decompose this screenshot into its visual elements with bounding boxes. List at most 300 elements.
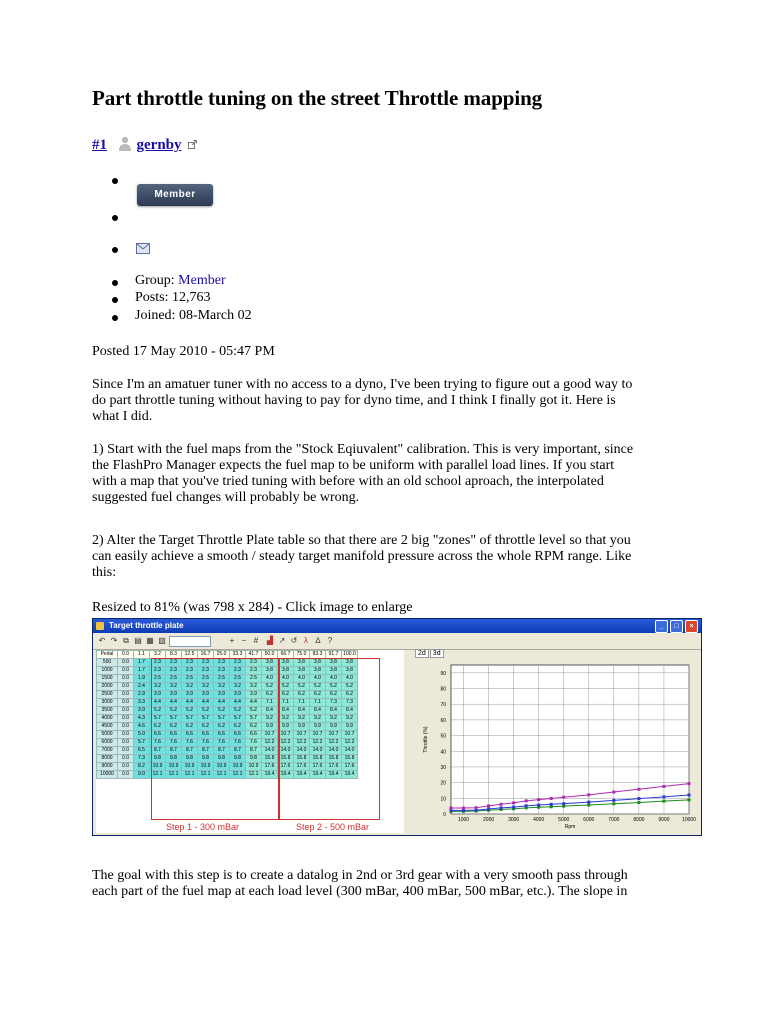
- data-point: [462, 807, 465, 810]
- table-cell[interactable]: 12.1: [198, 771, 214, 779]
- table-cell[interactable]: 8.2: [134, 763, 150, 771]
- table-cell[interactable]: 10000: [97, 771, 118, 779]
- table-cell[interactable]: 5.2: [182, 707, 198, 715]
- list-bullet: [112, 247, 118, 253]
- table-cell[interactable]: 1.9: [134, 675, 150, 683]
- table-cell[interactable]: 3.9: [214, 691, 230, 699]
- table-cell[interactable]: 10.7: [310, 731, 326, 739]
- table-cell[interactable]: 8.4: [326, 707, 342, 715]
- table-cell[interactable]: 7.6: [230, 739, 246, 747]
- table-cell[interactable]: 6.2: [182, 723, 198, 731]
- table-cell[interactable]: 4.0: [342, 675, 358, 683]
- screenshot-image[interactable]: [92, 618, 702, 836]
- table-cell[interactable]: 2.3: [214, 659, 230, 667]
- zone-2-box: [278, 658, 380, 820]
- table-cell[interactable]: 14.0: [262, 747, 278, 755]
- table-cell[interactable]: 9.8: [198, 755, 214, 763]
- table-cell[interactable]: 9.9: [294, 723, 310, 731]
- table-cell[interactable]: 4.4: [182, 699, 198, 707]
- table-cell[interactable]: 8.7: [150, 747, 166, 755]
- table-cell[interactable]: 7.6: [198, 739, 214, 747]
- group-value-link[interactable]: Member: [178, 273, 226, 288]
- table-cell[interactable]: 2.3: [150, 667, 166, 675]
- paragraph-1-line-3: what I did.: [92, 409, 153, 424]
- table-cell[interactable]: 2.3: [198, 659, 214, 667]
- table-cell[interactable]: 6.2: [166, 723, 182, 731]
- table-cell[interactable]: 2.5: [246, 675, 262, 683]
- table-cell[interactable]: 8000: [97, 755, 118, 763]
- table-cell[interactable]: 3.8: [262, 667, 278, 675]
- table-cell[interactable]: 12.1: [214, 771, 230, 779]
- table-cell[interactable]: 4.4: [214, 699, 230, 707]
- table-cell[interactable]: 9.2: [310, 715, 326, 723]
- table-cell[interactable]: 19.4: [310, 771, 326, 779]
- y-tick-label: 80: [440, 686, 446, 693]
- table-cell[interactable]: 6.2: [262, 691, 278, 699]
- table-cell[interactable]: 3.2: [214, 683, 230, 691]
- table-cell[interactable]: 3.8: [326, 667, 342, 675]
- table-cell[interactable]: 6000: [97, 739, 118, 747]
- table-cell[interactable]: 15.8: [310, 755, 326, 763]
- table-cell[interactable]: 12.1: [166, 771, 182, 779]
- table-cell[interactable]: 5.7: [246, 715, 262, 723]
- data-point: [612, 799, 615, 802]
- table-cell[interactable]: 0.0: [118, 667, 134, 675]
- table-cell[interactable]: 2.3: [182, 659, 198, 667]
- table-cell[interactable]: 2.3: [230, 667, 246, 675]
- table-cell[interactable]: 3.8: [294, 667, 310, 675]
- table-cell[interactable]: 12.1: [182, 771, 198, 779]
- table-cell[interactable]: 3.9: [230, 691, 246, 699]
- table-cell[interactable]: 4.4: [166, 699, 182, 707]
- data-point: [688, 794, 691, 797]
- table-cell[interactable]: 17.6: [326, 763, 342, 771]
- table-cell[interactable]: 19.4: [278, 771, 294, 779]
- table-cell[interactable]: 6.6: [230, 731, 246, 739]
- table-cell[interactable]: 10.7: [294, 731, 310, 739]
- table-cell[interactable]: 5.7: [214, 715, 230, 723]
- list-bullet: [112, 215, 118, 221]
- data-point: [475, 806, 478, 809]
- table-cell[interactable]: 6.2: [294, 691, 310, 699]
- table-cell[interactable]: 10.7: [262, 731, 278, 739]
- table-cell[interactable]: 12.1: [246, 771, 262, 779]
- table-cell[interactable]: 6.2: [342, 691, 358, 699]
- x-tick-label: 5000: [558, 817, 570, 823]
- copy-icon[interactable]: ⧉: [123, 636, 129, 645]
- table-cell[interactable]: 0.0: [118, 771, 134, 779]
- table-cell[interactable]: 0.0: [118, 715, 134, 723]
- table-cell[interactable]: 10.9: [246, 763, 262, 771]
- table-cell[interactable]: 3.8: [294, 659, 310, 667]
- table-cell[interactable]: 1500: [97, 675, 118, 683]
- table-cell[interactable]: 15.8: [294, 755, 310, 763]
- table-cell[interactable]: 4.0: [294, 675, 310, 683]
- table-cell[interactable]: 6.6: [166, 731, 182, 739]
- list-bullet: [112, 280, 118, 286]
- table-cell[interactable]: 8.7: [214, 747, 230, 755]
- table-cell[interactable]: 5.7: [230, 715, 246, 723]
- table-cell[interactable]: 6.6: [198, 731, 214, 739]
- paste-icon[interactable]: ▤: [134, 636, 142, 645]
- table-cell[interactable]: 9.9: [310, 723, 326, 731]
- table-cell[interactable]: 0.0: [118, 683, 134, 691]
- table-cell[interactable]: 3.3: [134, 699, 150, 707]
- paragraph-1-line-1: Since I'm an amatuer tuner with no access to a dyno, I've been trying to figure out a good way to: [92, 377, 633, 392]
- external-link-icon[interactable]: [188, 140, 197, 149]
- y-tick-label: 60: [440, 717, 446, 724]
- table-cell[interactable]: 2.3: [198, 667, 214, 675]
- table-cell[interactable]: 5000: [97, 731, 118, 739]
- x-tick-label: 2000: [483, 817, 495, 823]
- table-cell[interactable]: 3.2: [198, 683, 214, 691]
- table-cell[interactable]: 8.4: [294, 707, 310, 715]
- table-cell[interactable]: 7.3: [134, 755, 150, 763]
- data-point: [487, 804, 490, 807]
- table-cell[interactable]: 6.2: [326, 691, 342, 699]
- table-cell[interactable]: 8.4: [262, 707, 278, 715]
- table-cell[interactable]: 9.8: [150, 755, 166, 763]
- table-cell[interactable]: 1000: [97, 667, 118, 675]
- x-tick-label: 6000: [583, 817, 595, 823]
- table-cell[interactable]: 2.9: [134, 691, 150, 699]
- table-cell[interactable]: 9.9: [278, 723, 294, 731]
- table-cell[interactable]: 7.1: [310, 699, 326, 707]
- table-cell[interactable]: 14.0: [342, 747, 358, 755]
- y-tick-label: 50: [440, 733, 446, 740]
- table-cell[interactable]: 19.4: [294, 771, 310, 779]
- data-point: [587, 793, 590, 796]
- table-cell[interactable]: 9000: [97, 763, 118, 771]
- table-cell[interactable]: 17.6: [262, 763, 278, 771]
- zone-1-box: [151, 658, 280, 820]
- help-icon[interactable]: ?: [327, 636, 333, 645]
- table-cell[interactable]: 2.5: [182, 675, 198, 683]
- table-cell[interactable]: 2.5: [230, 675, 246, 683]
- table-cell[interactable]: 3.2: [246, 683, 262, 691]
- decrease-icon[interactable]: −: [241, 636, 247, 645]
- compare-icon[interactable]: ∆: [315, 636, 321, 645]
- table-cell[interactable]: 0.0: [118, 675, 134, 683]
- table-cell[interactable]: 5.7: [198, 715, 214, 723]
- table-cell[interactable]: 2.3: [166, 667, 182, 675]
- table-cell[interactable]: 9.0: [134, 771, 150, 779]
- table-cell[interactable]: 3.8: [310, 659, 326, 667]
- table-cell[interactable]: 9.9: [342, 723, 358, 731]
- interpolate-icon[interactable]: ↗: [278, 636, 286, 645]
- table-cell[interactable]: 8.7: [246, 747, 262, 755]
- table-cell[interactable]: 3.8: [262, 659, 278, 667]
- table-cell[interactable]: 8.4: [310, 707, 326, 715]
- table-cell[interactable]: 17.6: [294, 763, 310, 771]
- x-tick-label: 1000: [457, 817, 470, 823]
- table-cell[interactable]: 6.2: [214, 723, 230, 731]
- table-cell[interactable]: 1.7: [134, 667, 150, 675]
- table-cell[interactable]: 9.2: [326, 715, 342, 723]
- table-cell[interactable]: 2.5: [198, 675, 214, 683]
- table-cell[interactable]: 3.8: [326, 659, 342, 667]
- table-cell[interactable]: 9.2: [278, 715, 294, 723]
- table-cell[interactable]: 2.3: [150, 659, 166, 667]
- table-cell[interactable]: 12.2: [310, 739, 326, 747]
- table-cell[interactable]: 17.6: [310, 763, 326, 771]
- step-2-label: Step 2 - 500 mBar: [296, 822, 370, 832]
- table-cell[interactable]: 7.6: [166, 739, 182, 747]
- table-cell[interactable]: 9.2: [262, 715, 278, 723]
- table-cell[interactable]: 17.6: [278, 763, 294, 771]
- table-cell[interactable]: 5.2: [294, 683, 310, 691]
- table-cell[interactable]: 5.2: [342, 683, 358, 691]
- table-cell[interactable]: 0.0: [118, 739, 134, 747]
- table-cell[interactable]: 5.7: [166, 715, 182, 723]
- table-cell[interactable]: 14.0: [278, 747, 294, 755]
- equals-icon[interactable]: #: [253, 636, 259, 645]
- fill-icon[interactable]: ▧: [158, 636, 166, 645]
- table-cell[interactable]: 3.2: [230, 683, 246, 691]
- table-cell[interactable]: 2.5: [214, 675, 230, 683]
- table-cell[interactable]: 4.0: [262, 675, 278, 683]
- table-cell[interactable]: 5.2: [198, 707, 214, 715]
- table-cell[interactable]: 7000: [97, 747, 118, 755]
- table-cell[interactable]: 6.5: [134, 747, 150, 755]
- table-cell[interactable]: 9.8: [230, 755, 246, 763]
- table-cell[interactable]: 5.2: [246, 707, 262, 715]
- table-cell[interactable]: 3.9: [182, 691, 198, 699]
- table-cell[interactable]: 14.0: [310, 747, 326, 755]
- minimize-icon[interactable]: _: [655, 620, 668, 633]
- table-cell[interactable]: 8.7: [198, 747, 214, 755]
- table-cell[interactable]: 12.2: [262, 739, 278, 747]
- table-cell[interactable]: 2.3: [214, 667, 230, 675]
- table-cell[interactable]: 9.8: [246, 755, 262, 763]
- table-cell[interactable]: 0.0: [118, 707, 134, 715]
- table-cell[interactable]: 7.1: [262, 699, 278, 707]
- table-cell[interactable]: 5.2: [310, 683, 326, 691]
- table-cell[interactable]: 15.8: [342, 755, 358, 763]
- table-cell[interactable]: 10.9: [166, 763, 182, 771]
- tab-3d[interactable]: 3d: [430, 649, 444, 658]
- table-cell[interactable]: 19.4: [262, 771, 278, 779]
- table-cell[interactable]: 2.4: [134, 683, 150, 691]
- table-cell[interactable]: 12.2: [342, 739, 358, 747]
- table-cell[interactable]: 0.0: [118, 691, 134, 699]
- table-cell[interactable]: 5.2: [326, 683, 342, 691]
- table-cell[interactable]: 5.2: [278, 683, 294, 691]
- table-cell[interactable]: 5.7: [182, 715, 198, 723]
- data-point: [512, 806, 515, 809]
- table-cell[interactable]: 3.2: [182, 683, 198, 691]
- data-point: [525, 799, 528, 802]
- redo-icon[interactable]: ↷: [110, 636, 118, 645]
- author-link[interactable]: gernby: [136, 137, 182, 153]
- table-cell[interactable]: 7.1: [278, 699, 294, 707]
- table-cell[interactable]: 0.0: [118, 659, 134, 667]
- envelope-icon[interactable]: [135, 240, 151, 256]
- paragraph-3-line-1: 2) Alter the Target Throttle Plate table so that there are 2 big "zones" of throttle level so that you: [92, 533, 631, 548]
- table-cell[interactable]: 4000: [97, 715, 118, 723]
- table-cell[interactable]: 3.2: [166, 683, 182, 691]
- table-cell[interactable]: 3.8: [342, 667, 358, 675]
- y-tick-label: 40: [440, 749, 446, 756]
- table-cell[interactable]: 3.8: [310, 667, 326, 675]
- table-header-cell: 0.0: [118, 651, 134, 659]
- table-cell[interactable]: 3.9: [134, 707, 150, 715]
- tab-2d[interactable]: 2d: [415, 649, 429, 658]
- table-cell[interactable]: 12.1: [230, 771, 246, 779]
- table-cell[interactable]: 12.2: [278, 739, 294, 747]
- table-cell[interactable]: 2500: [97, 691, 118, 699]
- table-cell[interactable]: 8.7: [182, 747, 198, 755]
- table-cell[interactable]: 9.9: [262, 723, 278, 731]
- table-cell[interactable]: 1.7: [134, 659, 150, 667]
- table-cell[interactable]: 12.1: [150, 771, 166, 779]
- table-cell[interactable]: 2.5: [166, 675, 182, 683]
- x-tick-label: 7000: [608, 817, 620, 823]
- table-cell[interactable]: 5.7: [134, 739, 150, 747]
- table-cell[interactable]: 14.0: [294, 747, 310, 755]
- table-cell[interactable]: 6.2: [278, 691, 294, 699]
- value-input[interactable]: [169, 636, 211, 647]
- table-cell[interactable]: 10.7: [342, 731, 358, 739]
- table-cell[interactable]: 10.9: [150, 763, 166, 771]
- table-cell[interactable]: 4.4: [230, 699, 246, 707]
- table-cell[interactable]: 15.8: [278, 755, 294, 763]
- table-cell[interactable]: 10.7: [278, 731, 294, 739]
- table-cell[interactable]: 15.8: [326, 755, 342, 763]
- table-cell[interactable]: 6.6: [182, 731, 198, 739]
- posted-date: Posted 17 May 2010 - 05:47 PM: [92, 344, 275, 359]
- table-cell[interactable]: 5.2: [214, 707, 230, 715]
- table-cell[interactable]: 0.0: [118, 763, 134, 771]
- table-cell[interactable]: 17.6: [342, 763, 358, 771]
- table-cell[interactable]: 3.9: [246, 691, 262, 699]
- table-cell[interactable]: 4.0: [310, 675, 326, 683]
- table-cell[interactable]: 500: [97, 659, 118, 667]
- table-cell[interactable]: 7.6: [182, 739, 198, 747]
- table-cell[interactable]: 5.0: [134, 731, 150, 739]
- table-cell[interactable]: 5.2: [262, 683, 278, 691]
- table-cell[interactable]: 3.8: [278, 667, 294, 675]
- table-cell[interactable]: 4.6: [134, 723, 150, 731]
- table-cell[interactable]: 2.3: [230, 659, 246, 667]
- table-cell[interactable]: 8.4: [342, 707, 358, 715]
- table-cell[interactable]: 10.9: [214, 763, 230, 771]
- table-cell[interactable]: 7.3: [326, 699, 342, 707]
- table-cell[interactable]: 9.2: [342, 715, 358, 723]
- table-cell[interactable]: 3.8: [278, 659, 294, 667]
- table-cell[interactable]: 4.3: [134, 715, 150, 723]
- table-cell[interactable]: 3.2: [150, 683, 166, 691]
- scale-icon[interactable]: ▟: [266, 636, 274, 645]
- table-cell[interactable]: 3.9: [166, 691, 182, 699]
- data-point: [487, 807, 490, 810]
- table-cell[interactable]: 0.0: [118, 723, 134, 731]
- y-tick-label: 0: [443, 812, 446, 818]
- smooth-icon[interactable]: ↺: [290, 636, 298, 645]
- table-cell[interactable]: 0.0: [118, 731, 134, 739]
- table-cell[interactable]: 9.2: [294, 715, 310, 723]
- table-cell[interactable]: 3.8: [342, 659, 358, 667]
- table-cell[interactable]: 7.1: [294, 699, 310, 707]
- table-cell[interactable]: 3500: [97, 707, 118, 715]
- table-cell[interactable]: 3.9: [198, 691, 214, 699]
- table-cell[interactable]: 7.6: [214, 739, 230, 747]
- table-cell[interactable]: 9.9: [326, 723, 342, 731]
- table-cell[interactable]: 10.9: [198, 763, 214, 771]
- table-cell[interactable]: 19.4: [342, 771, 358, 779]
- table-cell[interactable]: 0.0: [118, 747, 134, 755]
- table-cell[interactable]: 9.8: [166, 755, 182, 763]
- table-cell[interactable]: 9.8: [214, 755, 230, 763]
- table-cell[interactable]: 2.3: [246, 667, 262, 675]
- table-cell[interactable]: 4.0: [278, 675, 294, 683]
- table-cell[interactable]: 8.7: [166, 747, 182, 755]
- table-cell[interactable]: 12.2: [326, 739, 342, 747]
- table-cell[interactable]: 8.4: [278, 707, 294, 715]
- lambda-icon[interactable]: λ: [304, 636, 308, 645]
- maximize-icon[interactable]: □: [670, 620, 683, 633]
- table-cell[interactable]: 7.6: [150, 739, 166, 747]
- table-cell[interactable]: 15.8: [262, 755, 278, 763]
- table-cell[interactable]: 0.0: [118, 755, 134, 763]
- table-cell[interactable]: 4.4: [150, 699, 166, 707]
- table-cell[interactable]: 6.2: [150, 723, 166, 731]
- table-cell[interactable]: 6.6: [246, 731, 262, 739]
- table-cell[interactable]: 4.0: [326, 675, 342, 683]
- post-number-link[interactable]: #1: [92, 137, 107, 153]
- table-cell[interactable]: 4.4: [198, 699, 214, 707]
- table-cell[interactable]: 6.6: [214, 731, 230, 739]
- table-cell[interactable]: 10.9: [182, 763, 198, 771]
- table-cell[interactable]: 5.2: [150, 707, 166, 715]
- table-cell[interactable]: 3000: [97, 699, 118, 707]
- table-cell[interactable]: 6.2: [198, 723, 214, 731]
- table-cell[interactable]: 19.4: [326, 771, 342, 779]
- table-cell[interactable]: 6.2: [230, 723, 246, 731]
- x-tick-label: 10000: [682, 817, 696, 823]
- table-cell[interactable]: 7.3: [342, 699, 358, 707]
- list-bullet: [112, 178, 118, 184]
- table-cell[interactable]: 2000: [97, 683, 118, 691]
- table-cell[interactable]: 6.6: [150, 731, 166, 739]
- table-cell[interactable]: 2.3: [182, 667, 198, 675]
- table-cell[interactable]: 6.2: [246, 723, 262, 731]
- undo-icon[interactable]: ↶: [98, 636, 106, 645]
- table-cell[interactable]: 3.9: [150, 691, 166, 699]
- select-icon[interactable]: ▦: [146, 636, 154, 645]
- table-cell[interactable]: 9.8: [182, 755, 198, 763]
- table-cell[interactable]: 12.2: [294, 739, 310, 747]
- table-cell[interactable]: 0.0: [118, 699, 134, 707]
- table-cell[interactable]: 14.0: [326, 747, 342, 755]
- paragraph-2-line-4: suggested fuel changes will probably be wrong.: [92, 490, 360, 505]
- table-cell[interactable]: 5.2: [166, 707, 182, 715]
- table-cell[interactable]: 10.7: [326, 731, 342, 739]
- table-cell[interactable]: 5.2: [230, 707, 246, 715]
- table-cell[interactable]: 4500: [97, 723, 118, 731]
- table-cell[interactable]: 2.5: [150, 675, 166, 683]
- close-icon[interactable]: ×: [685, 620, 698, 633]
- table-cell[interactable]: 6.2: [310, 691, 326, 699]
- table-cell[interactable]: 10.9: [230, 763, 246, 771]
- increase-icon[interactable]: +: [229, 636, 235, 645]
- table-cell[interactable]: 2.3: [166, 659, 182, 667]
- table-cell[interactable]: 5.7: [150, 715, 166, 723]
- table-cell[interactable]: 4.4: [246, 699, 262, 707]
- table-cell[interactable]: 2.3: [246, 659, 262, 667]
- table-cell[interactable]: 7.6: [246, 739, 262, 747]
- table-cell[interactable]: 8.7: [230, 747, 246, 755]
